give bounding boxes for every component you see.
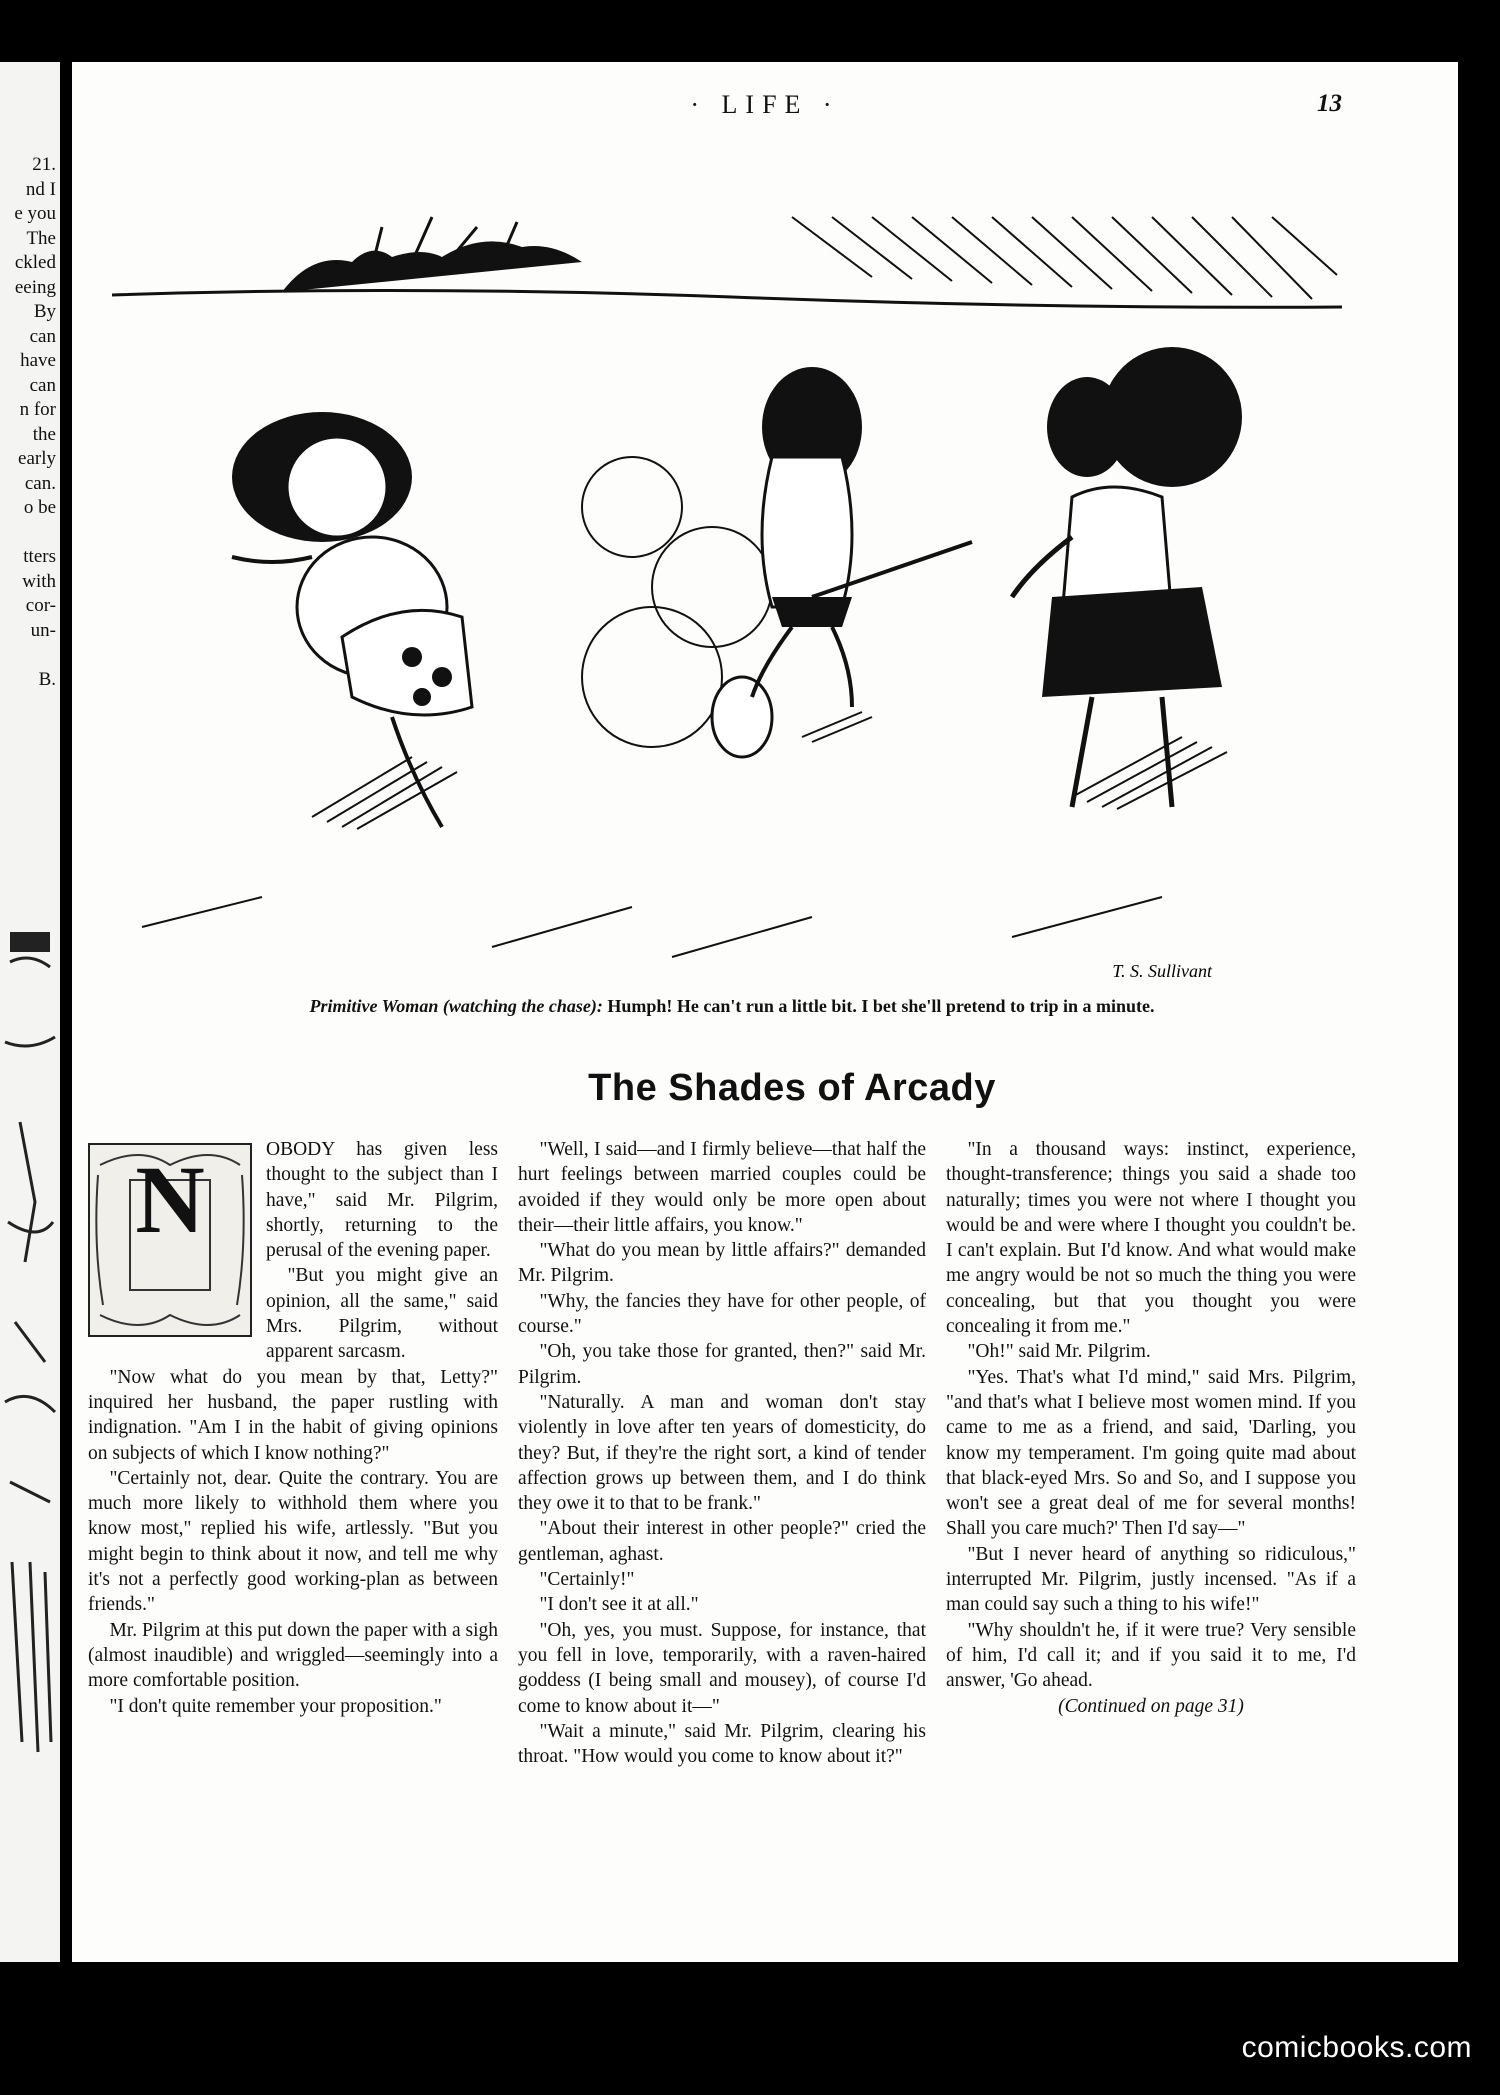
cartoon-caption [192, 995, 1272, 1017]
cartoon-illustration [112, 157, 1342, 987]
previous-page-text-fragment: with [22, 570, 56, 592]
article-paragraph: "Why, the fancies they have for other people, of course." [518, 1290, 926, 1338]
previous-page-text-fragment: e you [14, 203, 56, 224]
article-paragraph: "But you might give an opinion, all the same," said Mrs. Pilgrim, without apparent sarcasm. [266, 1265, 498, 1363]
previous-page-text-fragment: cor- [25, 595, 56, 616]
previous-page-text-fragment: can [29, 325, 56, 347]
article-paragraph: "In a thousand ways: instinct, experience, thought-transference; things you said a shade too naturally; times you were not where I thought you would be and were where I thought you couldn't be. I can't explain. But I'd know. And what would make me angry would be not so much the thing you were concealing, but that you thought you were concealing it from me." [946, 1139, 1356, 1338]
article-paragraph: "Why shouldn't he, if it were true? Very sensible of him, I'd call it; and if you said it to me, I'd answer, 'Go ahead. [946, 1619, 1356, 1692]
artist-signature: T. S. Sullivant [1112, 961, 1212, 981]
previous-page-text-fragment: 21. [32, 154, 56, 175]
article-paragraph: "I don't see it at all." [539, 1594, 699, 1616]
previous-page-text-fragment: can. [24, 472, 56, 494]
dropcap-letter: N [135, 1146, 205, 1253]
article-paragraph: "Now what do you mean by that, Letty?" inquired her husband, the paper rustling with indignation. "Am I in the habit of giving opinions on subjects of which I know nothing?" [88, 1366, 498, 1464]
article-paragraph: "Oh!" said Mr. Pilgrim. [967, 1341, 1151, 1363]
article-paragraph: "Oh, yes, you must. Suppose, for instance, that you fell in love, temporarily, with a raven-haired goddess (I being small and mousey), of course I'd come to know about it—" [518, 1619, 926, 1717]
article-paragraph: "Certainly!" [539, 1569, 635, 1591]
decorative-initial [88, 1143, 252, 1337]
previous-page-text-fragment: The [26, 227, 56, 249]
distant-herd [282, 241, 582, 292]
page-number: 13 [1317, 90, 1342, 117]
article-paragraph: "I don't quite remember your proposition." [109, 1695, 442, 1717]
watching-woman-figure [1012, 347, 1242, 807]
previous-page-text-fragment: By [33, 301, 56, 322]
previous-page-text-fragment: eeing [14, 276, 56, 298]
caption-speaker: Primitive Woman (watching the chase): [309, 996, 603, 1016]
article-column-1 [88, 1137, 498, 1719]
previous-page-text-fragment: nd I [25, 178, 56, 200]
previous-page-edge [0, 62, 60, 1962]
previous-page-text-fragment: n for [19, 399, 56, 420]
previous-page-text-fragment: early [18, 448, 56, 469]
article-paragraph: "Well, I said—and I firmly believe—that half the hurt feelings between married couples could be avoided if they would only be more open about their—their little affairs, you know." [518, 1139, 926, 1236]
chasing-man-figure [712, 367, 972, 757]
previous-page-text-fragment: ckled [14, 252, 56, 273]
running-header: · LIFE · [690, 90, 840, 119]
article-paragraph: Mr. Pilgrim at this put down the paper with a sigh (almost inaudible) and wriggled—seemingly into a more comfortable position. [88, 1619, 498, 1692]
magazine-page [72, 62, 1458, 1962]
previous-page-text-fragment: can [29, 374, 56, 396]
fleeing-woman-figure [232, 412, 472, 827]
site-watermark: comicbooks.com [1241, 2031, 1472, 2064]
previous-page-text-fragment: un- [30, 619, 56, 641]
previous-page-text-fragment: the [32, 423, 56, 445]
article-title: The Shades of Arcady [588, 1067, 996, 1109]
previous-page-text-fragment: tters [23, 546, 56, 567]
article-paragraph: "But I never heard of anything so ridiculous," interrupted Mr. Pilgrim, justly incensed. "As if a man could say such a thing to his wife!" [946, 1543, 1356, 1616]
article-paragraph: "What do you mean by little affairs?" demanded Mr. Pilgrim. [518, 1240, 926, 1287]
continued-note: (Continued on page 31) [1058, 1695, 1244, 1717]
article-paragraph: "Certainly not, dear. Quite the contrary. You are much more likely to withhold them where you know most," replied his wife, artlessly. "But you might begin to think about it now, and tell me why it's not a perfectly good working-plan as between friends." [88, 1467, 498, 1616]
article-column-3 [946, 1137, 1356, 1719]
article-paragraph: "Yes. That's what I'd mind," said Mrs. Pilgrim, "and that's what I believe most women mind. If you came to me as a friend, and said, 'Darling, you know my temperament. I'm going quite mad about that black-eyed Mrs. So and So, and I suppose you won't see a great deal of me for several months! Shall you care much?' Then I'd say—" [946, 1366, 1356, 1540]
article-paragraph: OBODY has given less thought to the subject than I have," said Mr. Pilgrim, shortly, returning to the perusal of the evening paper. [266, 1139, 498, 1262]
article-paragraph: "Oh, you take those for granted, then?" said Mr. Pilgrim. [518, 1341, 926, 1388]
article-paragraph: "Wait a minute," said Mr. Pilgrim, clearing his throat. "How would you come to know about it?" [518, 1720, 926, 1768]
previous-page-text-fragment: o be [23, 497, 56, 518]
article-paragraph: "Naturally. A man and woman don't stay violently in love after ten years of domesticity, do they? But, if they're the right sort, a kind of tender affection grows up between them, and I do think they owe it to that to be frank." [518, 1391, 926, 1515]
previous-page-sketch [0, 922, 60, 1822]
previous-page-text-fragment: B. [38, 668, 56, 690]
previous-page-text-fragment: have [20, 350, 56, 371]
article-column-2 [518, 1137, 926, 1769]
article-paragraph: "About their interest in other people?" cried the gentleman, aghast. [518, 1518, 926, 1565]
caption-text: Humph! He can't run a little bit. I bet she'll pretend to trip in a minute. [607, 996, 1155, 1016]
